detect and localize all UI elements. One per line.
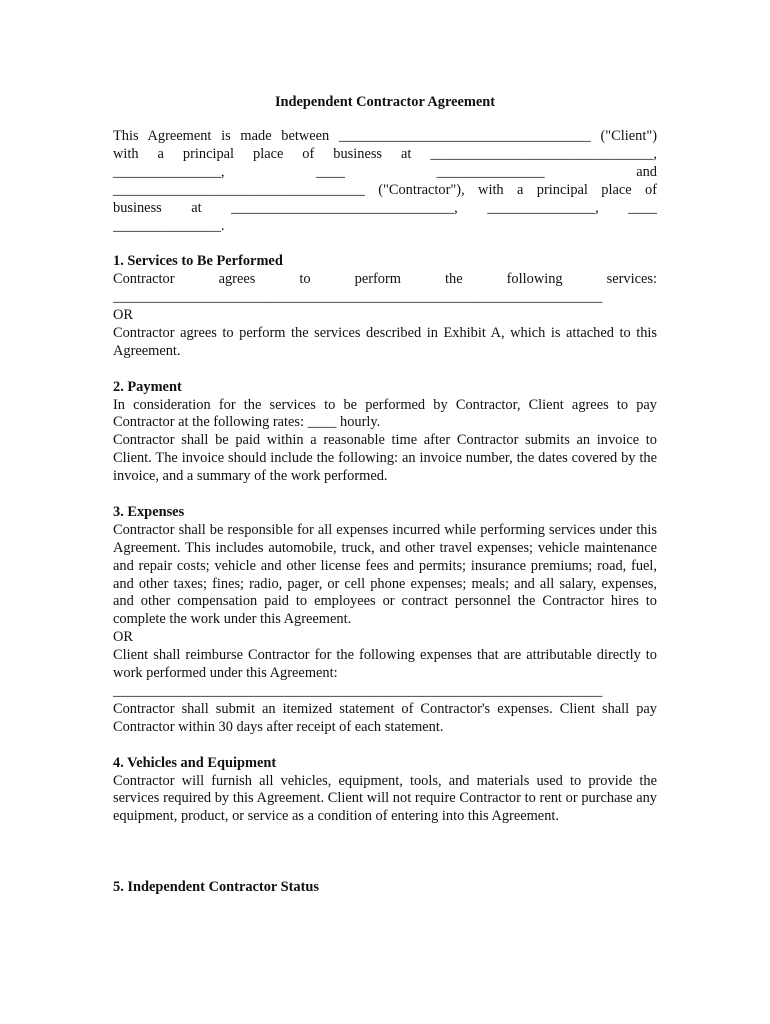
intro-line: ___________________________________ ("Contractor"), with a principal place of <box>113 181 657 198</box>
intro-line: _______________. <box>113 217 225 234</box>
document-page <box>113 92 657 897</box>
section-expenses <box>113 504 657 737</box>
blank-line: ____________________________________________________________________ <box>113 289 603 306</box>
section-payment <box>113 379 657 486</box>
or-label: OR <box>113 307 133 324</box>
section-heading: 1. Services to Be Performed <box>113 253 283 270</box>
blank-line: ____________________________________________________________________ <box>113 683 603 700</box>
document-title: Independent Contractor Agreement <box>274 94 496 110</box>
section-heading: 5. Independent Contractor Status <box>113 879 320 896</box>
section-heading: 4. Vehicles and Equipment <box>113 754 277 771</box>
section-text: Contractor agrees to perform the following services: <box>113 271 657 288</box>
section-vehicles <box>113 755 657 827</box>
section-text: In consideration for the services to be performed by Contractor, Client agrees to pay Contractor at the following rates: ____ hourly. <box>113 396 657 431</box>
section-text: Contractor shall submit an itemized statement of Contractor's expenses. Client shall pay Contractor within 30 days after receipt of each statement. <box>113 700 657 735</box>
or-label: OR <box>113 629 133 646</box>
section-text: Contractor shall be paid within a reasonable time after Contractor submits an invoice to Client. The invoice should include the following: an invoice number, the dates covered by the invoice, and a summary of the work performed. <box>113 432 657 485</box>
intro-line: _______________, ____ _______________ and <box>113 163 657 180</box>
section-text: Contractor agrees to perform the services described in Exhibit A, which is attached to this Agreement. <box>113 324 657 359</box>
section-status <box>113 879 657 897</box>
section-text: Client shall reimburse Contractor for the following expenses that are attributable directly to work performed under this Agreement: <box>113 647 657 682</box>
intro-line: business at _______________________________, _______________, ____ <box>113 199 657 216</box>
section-text: Contractor shall be responsible for all expenses incurred while performing services under this Agreement. This includes automobile, truck, and other travel expenses; vehicle maintenance and repair costs; vehicle and other license fees and permits; insurance premiums; road, fuel, and other taxes; fines; radio, pager, or cell phone expenses; meals; and all salary, expenses, and other compensation paid to employees or contract personnel the Contractor hires to complete the work under this Agreement. <box>113 521 657 628</box>
intro-line: with a principal place of business at _______________________________, <box>113 145 657 162</box>
section-text: Contractor will furnish all vehicles, equipment, tools, and materials used to provide the services required by this Agreement. Client will not require Contractor to rent or purchase any equipment, product, or service as a condition of entering into this Agreement. <box>113 772 657 825</box>
intro-block <box>113 128 657 235</box>
intro-line: This Agreement is made between ___________________________________ ("Client") <box>113 128 657 144</box>
section-services <box>113 253 657 360</box>
section-heading: 2. Payment <box>113 378 182 395</box>
section-heading: 3. Expenses <box>113 503 185 520</box>
